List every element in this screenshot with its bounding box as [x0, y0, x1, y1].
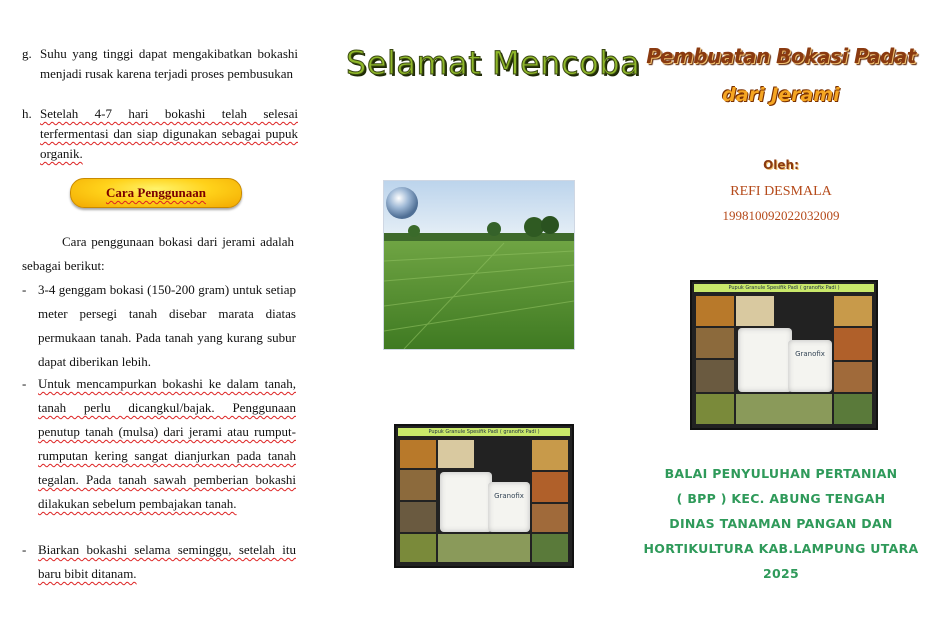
- step-text: Suhu yang tinggi dapat mengakibatkan bokashi menjadi rusak karena terjadi proses pembusukan: [40, 46, 298, 81]
- org-line: ( BPP ) KEC. ABUNG TENGAH: [676, 491, 886, 506]
- bullet-text: 3-4 genggam bokasi (150-200 gram) untuk setiap meter persegi tanah disebar marata diatas permukaan tanah. Pada tanah yang kurang subur dapat diberikan lebih.: [38, 282, 296, 369]
- granofix-collage-photo: [394, 424, 574, 568]
- left-panel: [0, 0, 316, 618]
- usage-bullet: [22, 278, 296, 374]
- brochure-subtitle: dari Jerami: [722, 84, 840, 106]
- org-line: DINAS TANAMAN PANGAN DAN: [669, 516, 893, 531]
- bullet-text: Untuk mencampurkan bokashi ke dalam tanah, tanah perlu dicangkul/bajak. Penggunaan penutup tanah (mulsa) dari jerami atau rumput-rumputan kering sangat dianjurkan pada tanah tegalan. Pada tanah sawah pemberian bokashi dilakukan sebelum pembajakan tanah.: [38, 376, 296, 511]
- collage-banner: Pupuk Granule Spesifik Padi ( granofix Padi ): [694, 284, 874, 292]
- by-label: Oleh:: [763, 158, 799, 172]
- step-h: [22, 104, 298, 164]
- org-line: HORTIKULTURA KAB.LAMPUNG UTARA: [643, 541, 919, 556]
- bullet-marker: -: [22, 376, 27, 391]
- brochure-title: Pembuatan Bokasi Padat: [646, 44, 916, 68]
- collage-banner: Pupuk Granule Spesifik Padi ( granofix Padi ): [398, 428, 570, 436]
- step-marker: h.: [22, 106, 32, 121]
- rice-field-photo: [383, 180, 575, 350]
- author-id-number: 199810092022032009: [722, 208, 840, 223]
- author-name: REFI DESMALA: [730, 184, 832, 199]
- org-year: 2025: [763, 566, 799, 581]
- fertilizer-bag-label: Granofix: [788, 340, 832, 392]
- bullet-marker: -: [22, 542, 27, 557]
- usage-bullet: [22, 538, 296, 586]
- fertilizer-bag-label: Granofix: [488, 482, 530, 532]
- rice-field-illustration: [384, 181, 574, 349]
- org-line: BALAI PENYULUHAN PERTANIAN: [664, 466, 898, 481]
- bullet-text: Biarkan bokashi selama seminggu, setelah itu baru bibit ditanam.: [38, 542, 296, 581]
- decorative-orb-icon: [386, 187, 418, 219]
- usage-intro-text: Cara penggunaan bokasi dari jerami adalah sebagai berikut:: [22, 234, 294, 273]
- usage-bullet: [22, 372, 296, 516]
- bullet-marker: -: [22, 282, 27, 297]
- usage-heading-button[interactable]: Cara Penggunaan: [70, 178, 242, 208]
- step-marker: g.: [22, 46, 32, 61]
- usage-intro: [22, 230, 294, 278]
- step-g: [22, 44, 298, 84]
- granofix-collage-photo-right: [690, 280, 878, 430]
- welcome-heading: Selamat Mencoba: [346, 44, 641, 82]
- step-text: Setelah 4-7 hari bokashi telah selesai terfermentasi dan siap digunakan sebagai pupuk organik.: [40, 106, 298, 161]
- fertilizer-bag: [440, 472, 492, 532]
- fertilizer-bag: [738, 328, 792, 392]
